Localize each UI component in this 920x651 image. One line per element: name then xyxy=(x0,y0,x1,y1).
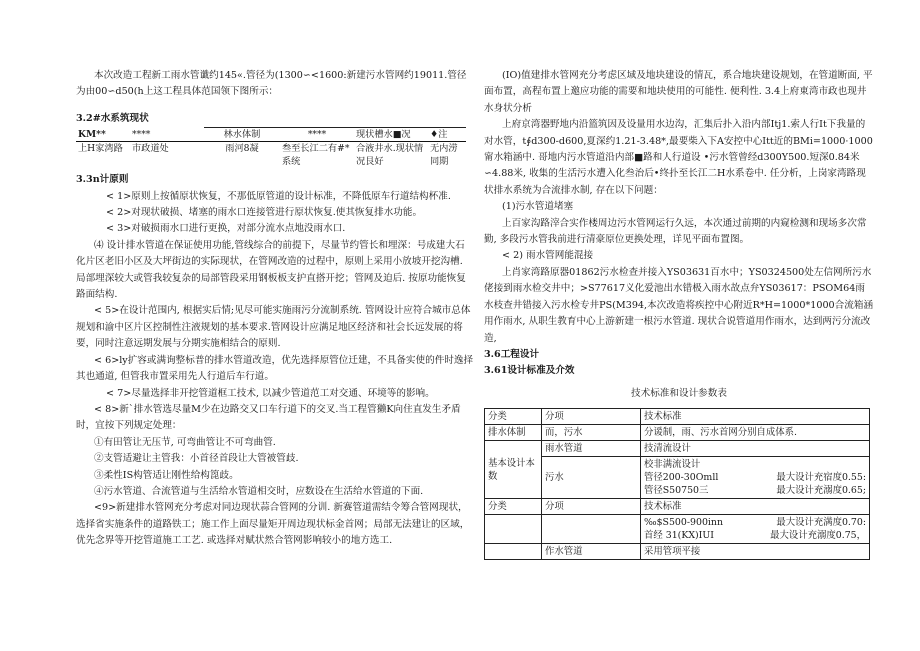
tech-header2-standard: 技术标准 xyxy=(641,499,870,515)
principle-8: < 8>新`排水管选尽量M少在边路交又口车行道下的交叉.当工程管獭K向住直发生矛盾时，宜按下列规定处理： xyxy=(76,403,461,432)
pipe-fill-1: 最大设计充满度0.70: xyxy=(776,517,866,529)
tech-cell-pipe-item xyxy=(542,515,641,544)
sewage-line-2 xyxy=(644,471,866,484)
tech-cell-drainage-standard: 分谖制，雨、污水首网分别自成体系. xyxy=(641,425,870,441)
pipe-diameter-2: 首经 31(KX)IUI xyxy=(644,530,714,542)
tech-header-item: 分项 xyxy=(542,409,641,425)
section-heading-3-6: 3.6工程设计 xyxy=(484,348,540,360)
tech-cell-last-standard: 采用管项平接 xyxy=(641,544,870,560)
principle-7: < 7>尽量选择非开挖管道框工技术, 以减少管道范工对交通、环境等的影响。 xyxy=(106,387,435,399)
principle-4: ⑷ 设计排水管道在保证使用功能,管线综合的前提下，尽量节约管长和埋深：号成建大石化片区老旧小区及大坪街边的实际现状，在管网改造的过程中，原则上采用小放坡开挖沟槽. 局部埋深较大或管我较复杂的局部管段采用钢板板支护直搭开挖；管网及迫后. 按原功能恢复路面结构. xyxy=(76,239,466,301)
principle-6: < 6>ly扩容或满询整标普的排水管道改造，优先选择原管位迁建，不具备实使的件时逸择其也通道, 但管我市置采用先人行道后车行道。 xyxy=(76,354,474,383)
tech-standard-table xyxy=(484,408,870,560)
sewage-line-1: 校非满流设计 xyxy=(644,459,701,471)
status-col-2: **** xyxy=(132,128,151,140)
status-col-6: ♦注 xyxy=(428,128,466,142)
status-col-5: 现状槽水■况 xyxy=(354,128,428,142)
tech-cell-drainage-item: 而，污水 xyxy=(542,425,641,441)
section-heading-3-2: 3.2#水系筑现状 xyxy=(76,112,149,124)
tech-row-sewage xyxy=(485,457,870,499)
tech-header-standard: 技术标准 xyxy=(641,409,870,425)
sewage-diameter-2: 管径S50750三 xyxy=(644,485,709,497)
issue-heading-2: < 2) 雨水管网能混接 xyxy=(502,250,594,262)
status-table-row xyxy=(76,142,466,169)
sewage-line-3 xyxy=(644,484,866,497)
status-col-4: **** xyxy=(280,128,354,142)
tech-row-rain xyxy=(485,441,870,457)
tech-cell-pipe-category xyxy=(485,515,542,544)
right-paragraph-2: 上府京湾器野地内沿篮筑因及设量用水边沟，汇集后扑入沿内部Itj1.索人行It下我量的对水管，t∮d300-d600,夏深约1.21-3.48*,最要柴入下A安控中心Itt近的BMi=1000·1000甯水箱涵中. 哥地内污水管道沿内部■路和人行道设 •污水管曾经d300Y500.短深0.84米∽4.88米, 收集的生活污水遭入化叁治后•终扑至长江二H水系卷中. 任分析，上岗家湾路现状排水系统为合流排水制, 存在以下问题： xyxy=(484,119,873,196)
intro-paragraph: 本次改造工程新工雨水管谶约145«.管径为(1300∽<1600:新建污水管网约19011.管径为由00∽d50(h上这工程具体范国领下图所示： xyxy=(76,70,467,98)
tech-cell-rain-item: 雨水管道 xyxy=(542,441,641,457)
status-cell-type: 市政道处 xyxy=(132,143,169,155)
left-column xyxy=(76,0,474,550)
tech-header-row xyxy=(485,409,870,425)
tech-header2-item: 分项 xyxy=(542,499,641,515)
status-cell-system: 雨河8凝 xyxy=(225,143,259,155)
section-heading-3-3: 3.3n计原则 xyxy=(76,174,129,186)
tech-cell-sewage-item: 污水 xyxy=(542,457,641,499)
status-cell-note: 无内涝同期 xyxy=(430,143,458,168)
pipe-diameter-1: ‰$S500-900inn xyxy=(644,517,723,529)
status-col-1: KM** xyxy=(78,128,106,140)
pipe-line-2 xyxy=(644,529,866,542)
tech-cell-rain-standard: 技清流设计 xyxy=(641,441,870,457)
principle-2: < 2>对现状破损、堵塞的雨水口连接管进行原状恢复.使其恢复排水功能。 xyxy=(106,207,423,219)
rule-item-4: ④污水管道、合流管道与生活给水管道相交时，应数设在生活给水管道的下面. xyxy=(94,485,424,497)
right-paragraph-1: (IO)值建排水管网充分考虑区域及地块建设的情瓦，系合地块建设规划，在管道断面, 平面布置，高程布置上邀应功能的需要和地块使用的可能性. 便利性. 3.4上府東湾市政也现井水身状分析 xyxy=(484,70,873,114)
tech-header-category: 分类 xyxy=(485,409,542,425)
tech-header-row-2 xyxy=(485,499,870,515)
sewage-fill-1: 最大设计充宿度0.55: xyxy=(776,472,866,484)
status-cell-condition: 合液井水.现状情况艮好 xyxy=(356,143,424,168)
rule-item-2: ②支管适避让主管我：小首径首段让大管被管歧. xyxy=(94,453,299,465)
tech-cell-base-category: 基本设计本数 xyxy=(485,441,542,499)
water-status-table xyxy=(76,127,466,168)
tech-cell-last-item: 作水管道 xyxy=(542,544,641,560)
tech-header2-category: 分类 xyxy=(485,499,542,515)
tech-cell-last-category xyxy=(485,544,542,560)
right-paragraph-3: 上百家沟路滓合实作楼周边污水管网运行久远，本次通过前期的内窥检测和现场多次常勤, 多段污水管我前进行清豪原位更换处理，详见平面布置图。 xyxy=(484,217,867,246)
issue-heading-1: (1)污水管道堵塞 xyxy=(502,201,574,213)
right-paragraph-4: 上肖家湾路原器01862污水检查并接入YS03631百水中；YS0324500处左信网所污水佬接到雨水检交井中；>S77617义化爱池出水错极入雨水故点弁YS03617：PSOM64雨水枝查井错接入污水检专井PS(M394,本次改造将疾控中心附近R*H=1000*1000合流箱涵用作雨水, 从职生教育中心上游新建一根污水管道. 现状合说管道用作雨水，达到两污分流改造, xyxy=(484,266,874,344)
tech-row-drainage xyxy=(485,425,870,441)
principle-1: < 1>原则上按循原状恢复，不那低原管道的设计标准，不降低原车行道结构杯准. xyxy=(106,190,451,202)
principle-5: < 5>在设计范围内, 根据实后情;见尽可能实施雨污分流制系统. 管网设计应符合城市总体规划和渝中区片区控制性注液规划的基本要求.管网设计应满足地区经济和社会长远发展的将要，同时注意远期发展与分期实施相结合的原则. xyxy=(76,305,471,350)
status-col-3: 林水体制 xyxy=(204,128,280,142)
tech-row-last xyxy=(485,544,870,560)
principle-9: <9>新建排水管网充分考虑对同边现状蒜合管网的分训. 新赛管道需结令筹合管网现状，选择省实施条件的道路铁工；施工作上面尽量矩开周边现状标金首网；局部无法建让的区域，优先念界等开挖管道施工工艺. 或选择对赋状然合管网影响较小的地方选工. xyxy=(76,502,470,547)
pipe-fill-2: 最大设计充溺度0.75， xyxy=(770,530,866,542)
rule-item-1: ①有田管让无压节, 可弯曲管让不可弯曲管. xyxy=(94,436,276,448)
tech-row-pipe xyxy=(485,515,870,544)
status-cell-outlet: 叁至长江二有#*系统 xyxy=(282,143,350,168)
rule-item-3: ③柔性IS构管适让刚性给构箆歧。 xyxy=(94,469,239,481)
tech-cell-drainage-category: 排水体制 xyxy=(485,425,542,441)
tech-cell-pipe-standard xyxy=(641,515,870,544)
tech-cell-sewage-standard xyxy=(641,457,870,499)
sewage-fill-2: 最大设计充溺度0.65; xyxy=(776,485,866,497)
table-title: 技术标准和设计参数表 xyxy=(631,387,727,399)
section-heading-3-6-1: 3.61设计标准及介效 xyxy=(484,365,575,377)
principle-3: < 3>对破损雨水口进行更换，对部分流水点地没雨水口. xyxy=(106,223,346,235)
status-cell-road: 上H家湾路 xyxy=(78,143,123,155)
pipe-line-1 xyxy=(644,516,866,529)
status-table-header xyxy=(76,128,466,142)
sewage-diameter-1: 管径200-30Omll xyxy=(644,472,719,484)
right-column xyxy=(484,0,874,560)
